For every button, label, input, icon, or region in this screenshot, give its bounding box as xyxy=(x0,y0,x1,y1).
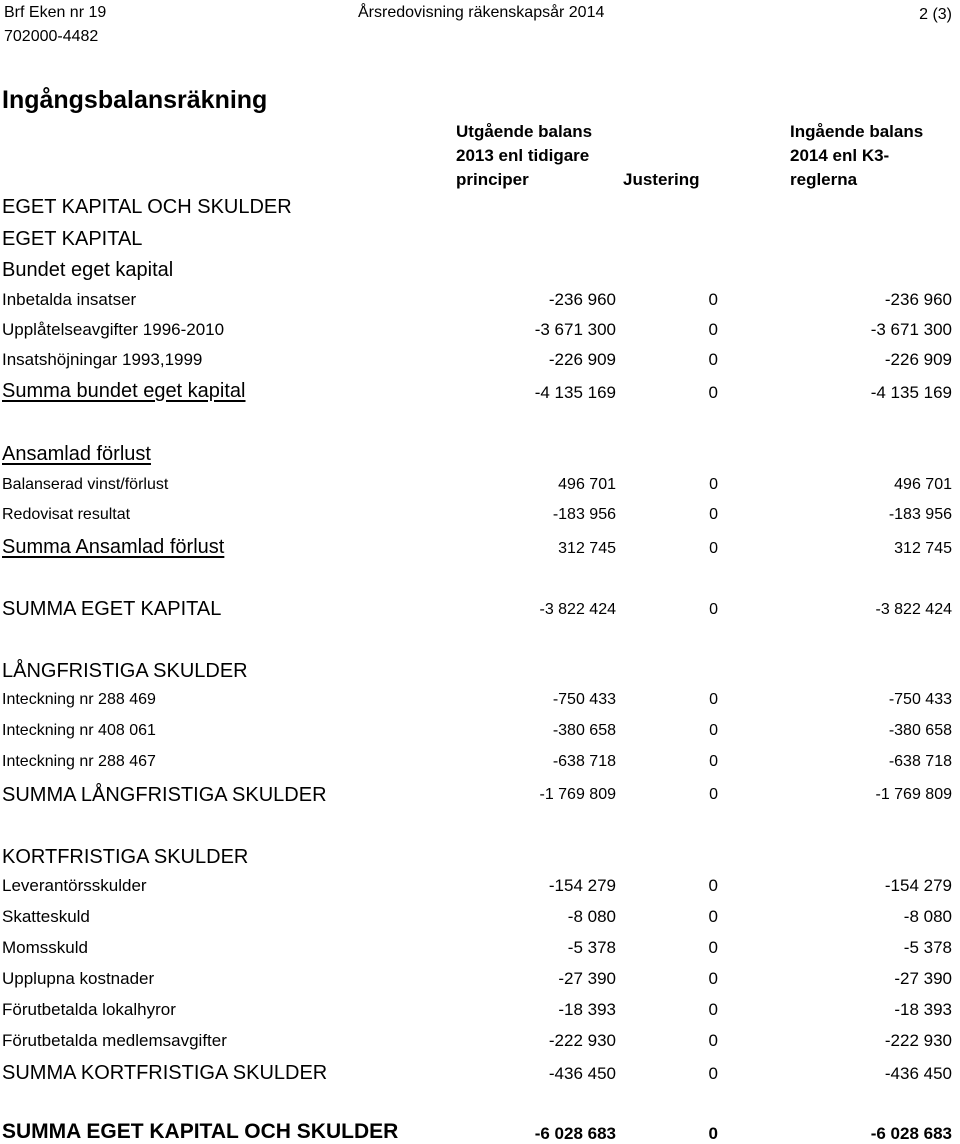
value-outgoing: -380 658 xyxy=(552,722,616,739)
page-title: Ingångsbalansräkning xyxy=(2,86,268,114)
value-outgoing: -183 956 xyxy=(552,506,616,523)
total-label: SUMMA LÅNGFRISTIGA SKULDER xyxy=(2,784,327,806)
value-outgoing: -4 135 169 xyxy=(534,383,616,402)
table-row xyxy=(0,320,960,350)
value-outgoing: -226 909 xyxy=(548,350,616,369)
column-header-outgoing-line: 2013 enl tidigare xyxy=(456,146,590,165)
value-outgoing: -3 671 300 xyxy=(534,320,616,339)
column-header-outgoing-line: Utgående balans xyxy=(456,122,593,141)
value-incoming: -183 956 xyxy=(888,506,952,523)
ansamlad-heading: Ansamlad förlust xyxy=(2,443,151,465)
value-incoming: -436 450 xyxy=(884,1064,952,1083)
value-outgoing: -3 822 424 xyxy=(539,601,616,618)
value-incoming: -236 960 xyxy=(884,290,952,309)
value-adjustment: 0 xyxy=(708,907,718,926)
total-row xyxy=(0,784,960,814)
column-header-outgoing-line: principer xyxy=(456,170,529,189)
value-outgoing: -1 769 809 xyxy=(539,786,616,803)
subtotal-label: Summa bundet eget kapital xyxy=(2,380,246,402)
row-label: Momsskuld xyxy=(2,938,88,957)
value-adjustment: 0 xyxy=(708,969,718,988)
column-header-adjustment: Justering xyxy=(623,170,700,189)
value-incoming: -222 930 xyxy=(884,1031,952,1050)
table-row xyxy=(0,753,960,783)
total-label: SUMMA EGET KAPITAL xyxy=(2,598,222,620)
value-adjustment: 0 xyxy=(708,876,718,895)
column-header-incoming-line: Ingående balans xyxy=(790,122,924,141)
row-label: Förutbetalda lokalhyror xyxy=(2,1000,176,1019)
value-incoming: 312 745 xyxy=(894,540,952,557)
org-name: Brf Eken nr 19 xyxy=(4,4,107,21)
value-incoming: -3 822 424 xyxy=(875,601,952,618)
value-incoming: -4 135 169 xyxy=(870,383,952,402)
value-adjustment: 0 xyxy=(709,476,718,493)
row-label: Inteckning nr 408 061 xyxy=(2,722,156,739)
value-outgoing: -5 378 xyxy=(567,938,616,957)
value-adjustment: 0 xyxy=(709,691,718,708)
table-row xyxy=(0,506,960,536)
value-incoming: -1 769 809 xyxy=(875,786,952,803)
value-outgoing: -750 433 xyxy=(552,691,616,708)
table-row xyxy=(0,476,960,506)
row-label: Balanserad vinst/förlust xyxy=(2,476,169,493)
value-incoming: 496 701 xyxy=(894,476,952,493)
value-adjustment: 0 xyxy=(708,320,718,339)
value-outgoing: -638 718 xyxy=(552,753,616,770)
document-title: Årsredovisning räkenskapsår 2014 xyxy=(358,4,605,21)
row-label: Redovisat resultat xyxy=(2,506,131,523)
equity-heading: EGET KAPITAL xyxy=(2,228,143,250)
column-header-incoming-line: 2014 enl K3- xyxy=(790,146,890,165)
value-adjustment: 0 xyxy=(708,938,718,957)
total-row xyxy=(0,1062,960,1092)
short-term-heading: KORTFRISTIGA SKULDER xyxy=(2,846,249,868)
value-adjustment: 0 xyxy=(709,753,718,770)
grand-total-row xyxy=(0,1120,960,1144)
table-row xyxy=(0,691,960,721)
value-outgoing: -436 450 xyxy=(548,1064,616,1083)
long-term-heading: LÅNGFRISTIGA SKULDER xyxy=(2,660,248,682)
row-label: Upplupna kostnader xyxy=(2,969,155,988)
column-header-incoming xyxy=(790,120,923,192)
row-label: Förutbetalda medlemsavgifter xyxy=(2,1031,227,1050)
subtotal-row xyxy=(0,380,960,410)
value-adjustment: 0 xyxy=(709,540,718,557)
value-outgoing: -18 393 xyxy=(558,1000,616,1019)
value-adjustment: 0 xyxy=(709,722,718,739)
value-incoming: -750 433 xyxy=(888,691,952,708)
column-header-incoming-line: reglerna xyxy=(790,170,858,189)
total-row xyxy=(0,598,960,628)
value-outgoing: -222 930 xyxy=(548,1031,616,1050)
section-heading: EGET KAPITAL OCH SKULDER xyxy=(2,196,292,218)
value-incoming: -226 909 xyxy=(884,350,952,369)
value-outgoing: 312 745 xyxy=(558,540,616,557)
table-row xyxy=(0,876,960,906)
value-adjustment: 0 xyxy=(708,1124,718,1143)
value-outgoing: -8 080 xyxy=(567,907,616,926)
value-outgoing: -236 960 xyxy=(548,290,616,309)
value-adjustment: 0 xyxy=(709,786,718,803)
org-number: 702000-4482 xyxy=(4,28,99,45)
row-label: Inteckning nr 288 469 xyxy=(2,691,156,708)
value-outgoing: 496 701 xyxy=(558,476,616,493)
value-incoming: -3 671 300 xyxy=(870,320,952,339)
value-outgoing: -154 279 xyxy=(548,876,616,895)
value-incoming: -27 390 xyxy=(894,969,952,988)
value-incoming: -154 279 xyxy=(884,876,952,895)
value-incoming: -6 028 683 xyxy=(870,1124,952,1143)
value-adjustment: 0 xyxy=(708,383,718,402)
value-adjustment: 0 xyxy=(709,601,718,618)
value-adjustment: 0 xyxy=(708,1000,718,1019)
value-outgoing: -27 390 xyxy=(558,969,616,988)
subtotal-row xyxy=(0,536,960,566)
row-label: Skatteskuld xyxy=(2,907,90,926)
value-incoming: -5 378 xyxy=(903,938,952,957)
value-incoming: -638 718 xyxy=(888,753,952,770)
value-adjustment: 0 xyxy=(708,1064,718,1083)
page-number: 2 (3) xyxy=(919,6,952,23)
value-adjustment: 0 xyxy=(708,290,718,309)
row-label: Upplåtelseavgifter 1996-2010 xyxy=(2,320,225,339)
grand-total-label: SUMMA EGET KAPITAL OCH SKULDER xyxy=(2,1120,399,1143)
table-row xyxy=(0,290,960,320)
subtotal-label: Summa Ansamlad förlust xyxy=(2,536,225,558)
row-label: Leverantörsskulder xyxy=(2,876,147,895)
table-row xyxy=(0,1031,960,1061)
value-adjustment: 0 xyxy=(709,506,718,523)
table-row xyxy=(0,350,960,380)
table-row xyxy=(0,938,960,968)
value-incoming: -18 393 xyxy=(894,1000,952,1019)
bundet-heading: Bundet eget kapital xyxy=(2,259,174,281)
column-header-outgoing xyxy=(456,120,592,192)
table-row xyxy=(0,907,960,937)
total-label: SUMMA KORTFRISTIGA SKULDER xyxy=(2,1062,328,1084)
value-incoming: -380 658 xyxy=(888,722,952,739)
table-row xyxy=(0,1000,960,1030)
value-incoming: -8 080 xyxy=(903,907,952,926)
row-label: Inbetalda insatser xyxy=(2,290,137,309)
table-row xyxy=(0,969,960,999)
row-label: Insatshöjningar 1993,1999 xyxy=(2,350,203,369)
value-adjustment: 0 xyxy=(708,1031,718,1050)
table-row xyxy=(0,722,960,752)
value-adjustment: 0 xyxy=(708,350,718,369)
row-label: Inteckning nr 288 467 xyxy=(2,753,156,770)
value-outgoing: -6 028 683 xyxy=(534,1124,616,1143)
